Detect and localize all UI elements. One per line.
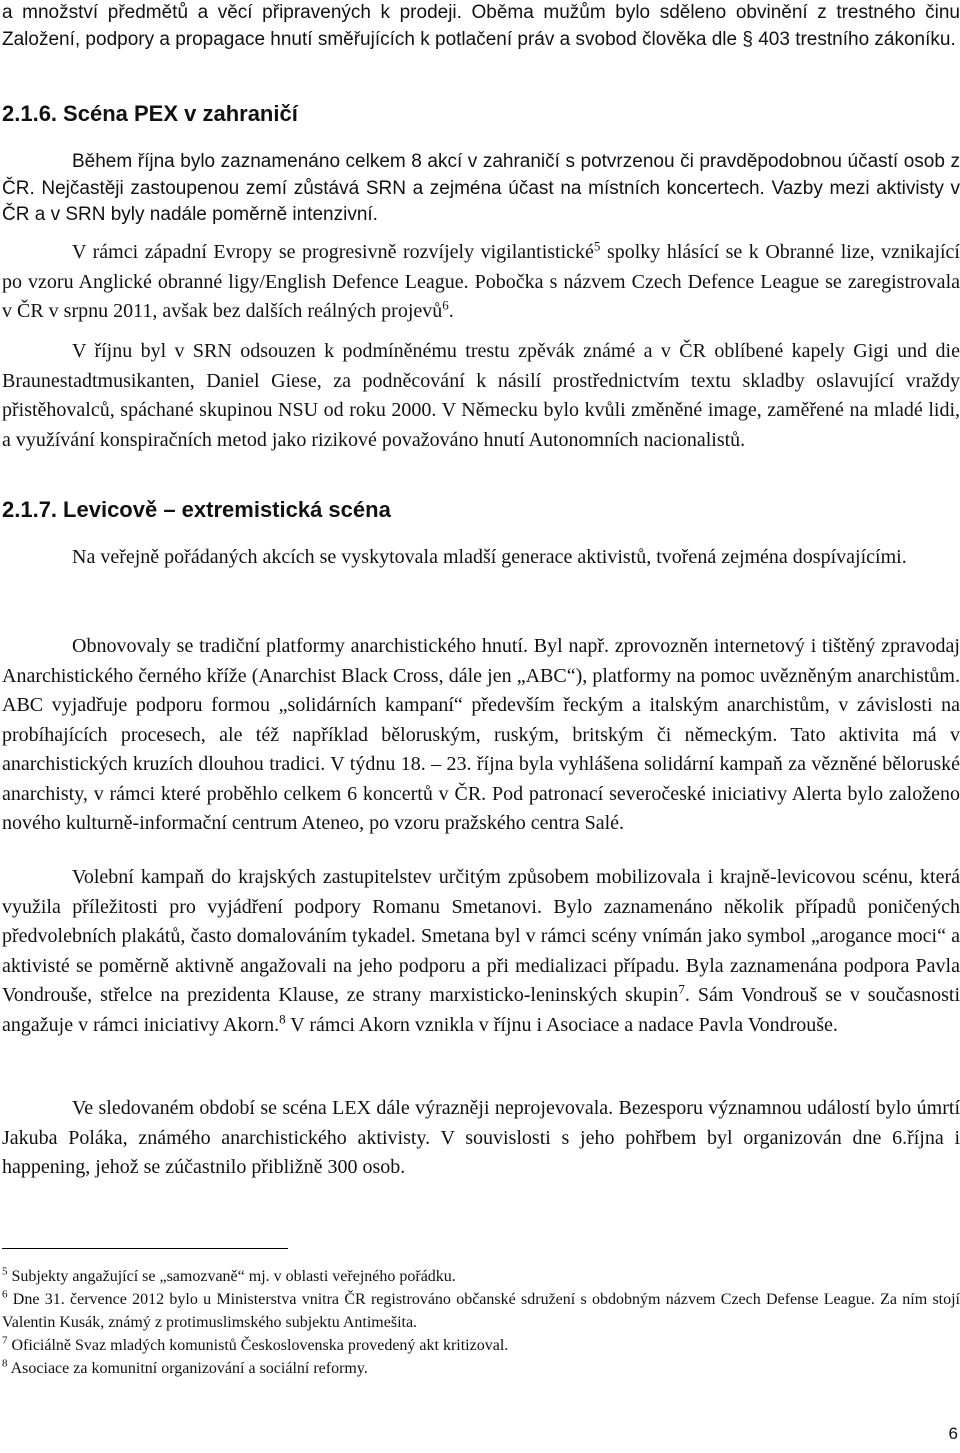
paragraph-abc <box>2 632 960 839</box>
paragraph-text: Na veřejně pořádaných akcích se vyskytovala mladší generace aktivistů, tvořená zejména dospívajícími. <box>72 546 907 568</box>
footnote-8 <box>2 1357 960 1380</box>
footnote-number: 7 <box>2 1334 8 1347</box>
footnote-number: 6 <box>2 1288 8 1301</box>
paragraph-text: spolky hlásící se k Obranné lize, vznikající po vzoru Anglické obranné ligy/English Defence League. Pobočka s názvem Czech Defence League se zaregistrovala v ČR v srpnu 2011, avšak bez dalších reálných projevů <box>2 241 960 322</box>
footnote-text: Oficiálně Svaz mladých komunistů Československa provedený akt kritizoval. <box>11 1337 509 1354</box>
paragraph-text: Volební kampaň do krajských zastupitelstev určitým způsobem mobilizovala i krajně-levicovou scénu, která využila příležitosti pro vyjádření podpory Romanu Smetanovi. Bylo zaznamenáno několik případů poničených předvolebních plakátů, často domalováním tykadel. Smetana byl v rámci scény vnímán jako symbol „arogance moci“ a aktivisté se poměrně aktivně angažovali na jeho podporu a při medializaci případu. Byla zaznamenána podpora Pavla Vondrouše, střelce na prezidenta Klause, ze strany marxisticko-leninských skupin <box>2 866 960 1006</box>
paragraph-lex-scene <box>2 1094 960 1183</box>
footnote-7 <box>2 1334 960 1357</box>
footnote-ref-6[interactable]: 6 <box>442 297 449 313</box>
paragraph-text: V říjnu byl v SRN odsouzen k podmíněnému trestu zpěvák známé a v ČR oblíbené kapely Gigi und die Braunestadtmusikanten, Daniel Giese, za podněcování k násilí prostřednictvím textu skladby oslavující vraždy přistěhovalců, spáchané skupinou NSU od roku 2000. V Německu bylo kvůli změněné image, zaměřené na mladé lidi, a využívání konspiračních metod jako rizikové považováno hnutí Autonomních nacionalistů. <box>2 340 960 451</box>
paragraph-text: . Sám Vondrouš se v současnosti angažuje v rámci iniciativy Akorn. <box>2 984 960 1036</box>
footnote-text: Dne 31. července 2012 bylo u Ministerstva vnitra ČR registrováno občanské sdružení s obdobným názvem Czech Defense League. Za ním stojí Valentin Kusák, známý z protimuslimského subjektu Antimešita. <box>2 1291 960 1331</box>
page-number: 6 <box>948 1424 958 1443</box>
footnote-ref-5[interactable]: 5 <box>593 238 601 254</box>
footnote-number: 5 <box>2 1265 8 1278</box>
section-heading-2-1-6 <box>2 101 298 127</box>
footnote-number: 8 <box>2 1357 8 1370</box>
footnote-ref-7[interactable]: 7 <box>678 981 685 997</box>
paragraph-text: V rámci západní Evropy se progresivně rozvíjely vigilantistické <box>72 241 594 263</box>
section-title: Levicově – extremistická scéna <box>63 497 391 522</box>
section-number: 2.1.6. <box>2 101 58 126</box>
footnote-text: Subjekty angažující se „samozvaně“ mj. v oblasti veřejného pořádku. <box>11 1268 456 1285</box>
intro-paragraph <box>2 0 960 53</box>
footnote-text: Asociace za komunitní organizování a sociální reformy. <box>10 1360 368 1377</box>
paragraph-srn-singer <box>2 337 960 455</box>
intro-text: a množství předmětů a věcí připravených k prodeji. Oběma mužům bylo sděleno obvinění z trestného činu Založení, podpory a propagace hnutí směřujících k potlačení práv a svobod člověka dle § 403 trestního zákoníku. <box>2 2 960 50</box>
footnote-5 <box>2 1265 960 1288</box>
paragraph-text: Ve sledovaném období se scéna LEX dále výrazněji neprojevovala. Bezesporu významnou událostí bylo úmrtí Jakuba Poláka, známého anarchistického aktivisty. V souvislosti s jeho pohřbem byl organizován dne 6.října i happening, jehož se zúčastnilo přibližně 300 osob. <box>2 1097 960 1178</box>
footnote-divider <box>2 1248 288 1249</box>
paragraph-election-campaign <box>2 863 960 1040</box>
paragraph-text: Obnovovaly se tradiční platformy anarchistického hnutí. Byl např. zprovozněn internetový i tištěný zpravodaj Anarchistického černého kříže (Anarchist Black Cross, dále jen „ABC“), platformy na pomoc uvězněným anarchistům. ABC vyjadřuje podporu formou „solidárních kampaní“ především řeckým a italským anarchistům, v závislosti na probíhajících procesech, ale též například běloruským, ruským, britským či německým. Tato aktivita má v anarchistických kruzích dlouhou tradici. V týdnu 18. – 23. října byla vyhlášena solidární kampaň za vězněné běloruské anarchisty, v rámci které proběhlo celkem 6 koncertů v ČR. Pod patronací severočeské iniciativy Alerta bylo založeno nového kulturně-informační centrum Ateneo, po vzoru pražského centra Salé. <box>2 635 960 834</box>
paragraph-young-generation <box>2 543 960 573</box>
paragraph-text: Během října bylo zaznamenáno celkem 8 akcí v zahraničí s potvrzenou či pravděpodobnou účastí osob z ČR. Nejčastěji zastoupenou zemí zůstává SRN a zejména účast na místních koncertech. Vazby mezi aktivisty v ČR a v SRN byly nadále poměrně intenzivní. <box>2 151 960 225</box>
section-heading-2-1-7 <box>2 497 391 523</box>
footnote-ref-8[interactable]: 8 <box>279 1010 286 1026</box>
paragraph-text: V rámci Akorn vznikla v říjnu i Asociace a nadace Pavla Vondrouše. <box>285 1013 838 1036</box>
section-title: Scéna PEX v zahraničí <box>63 101 298 126</box>
paragraph-vigilante <box>2 238 960 327</box>
section-number: 2.1.7. <box>2 497 58 522</box>
footnote-6 <box>2 1288 960 1334</box>
paragraph-pex-events <box>2 149 960 229</box>
paragraph-text: . <box>448 300 454 322</box>
